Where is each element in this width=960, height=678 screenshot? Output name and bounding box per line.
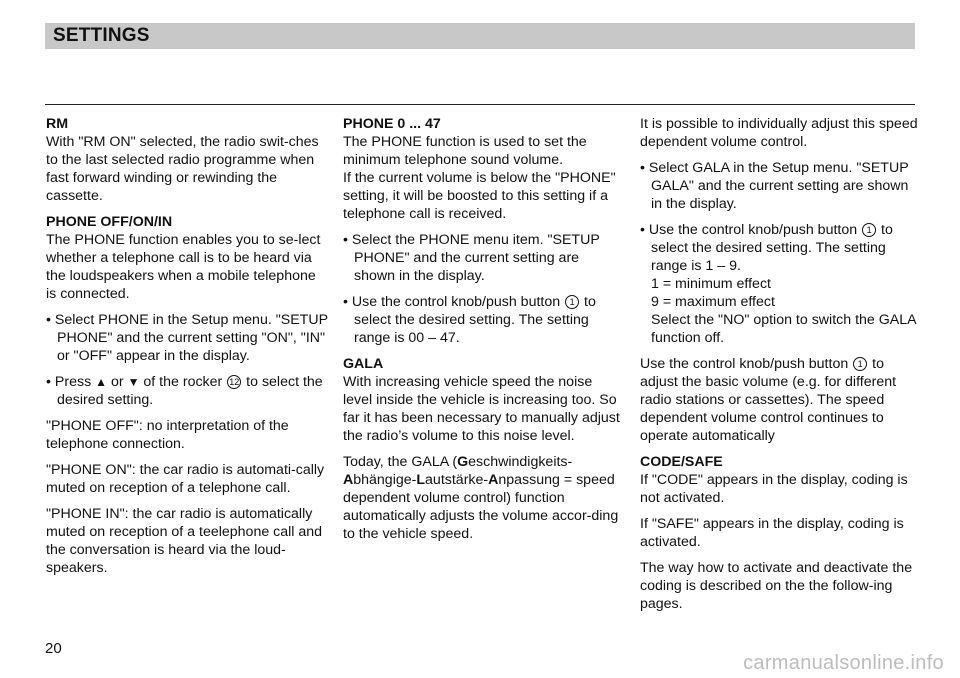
bullet-select-phone-menu: • Select the PHONE menu item. "SETUP PHONE" and the current setting are shown in the display. — [343, 232, 600, 284]
bullet-control-knob-phone — [343, 293, 623, 347]
column-right — [640, 115, 918, 621]
max-effect-text: 9 = maximum effect — [651, 294, 775, 310]
section-header-bar — [45, 23, 915, 49]
today-b: eschwindigkeits- — [468, 454, 573, 470]
watermark: carmanualsonline.info — [743, 652, 944, 674]
today-a: Today, the GALA ( — [343, 454, 458, 470]
bullet-press-text: • Press — [46, 374, 92, 390]
phone-on-text: "PHONE ON": the car radio is automati-cally muted on reception of a telephone call. — [46, 462, 325, 496]
safe-text: If "SAFE" appears in the display, coding is activated. — [640, 516, 904, 550]
today-d: autstärke- — [425, 472, 489, 488]
heading-gala: GALA — [343, 356, 384, 372]
basic-volume-text — [640, 355, 918, 445]
bullet-knob-text: • Use the control knob/push button — [343, 294, 561, 310]
phone-in-text: "PHONE IN": the car radio is automatically muted on reception of a teelephone call and the conversation is heard via the loud-speakers. — [46, 506, 323, 576]
today-a1: A — [343, 472, 354, 488]
column-middle — [343, 115, 623, 551]
today-g: G — [457, 454, 469, 470]
basic-volume-b: to adjust the basic volume (e.g. for different radio stations or cassettes). The speed dependent volume control continues to operate automatically — [640, 356, 897, 444]
heading-phone-off-on-in: PHONE OFF/ON/IN — [46, 214, 173, 230]
bullet-knob-range-text: to select the desired setting. The setting range is 00 – 47. — [354, 294, 596, 346]
circled-number-1-icon: 1 — [862, 223, 876, 237]
bullet-control-knob-gala — [640, 221, 918, 347]
today-l: L — [416, 472, 426, 488]
arrow-up-icon: ▲ — [95, 375, 108, 389]
phone-047-text — [343, 133, 623, 223]
heading-phone-0-47: PHONE 0 ... 47 — [343, 116, 441, 132]
gala-intro-text: It is possible to individually adjust this speed dependent volume control. — [640, 116, 918, 150]
bullet-or-text: or — [110, 374, 124, 390]
page-number: 20 — [45, 640, 62, 657]
gala-today-text — [343, 453, 623, 543]
bullet-select-gala: • Select GALA in the Setup menu. "SETUP GALA" and the current setting are shown in the display. — [640, 160, 909, 212]
heading-rm: RM — [46, 116, 69, 132]
phone-047-line2: If the current volume is below the "PHONE" setting, it will be boosted to this setting if a telephone call is received. — [343, 170, 616, 222]
rm-text: With "RM ON" selected, the radio swit-ches to the last selected radio programme when fast forward winding or rewinding the cassette. — [46, 134, 319, 204]
phone-intro-text: The PHONE function enables you to se-lect whether a telephone call is to be heard via the loudspeakers when a mobile telephone is connected. — [46, 232, 321, 302]
gala-text: With increasing vehicle speed the noise level inside the vehicle is increasing too. So far it has been necessary to manually adjust the radio’s volume to this noise level. — [343, 374, 620, 444]
bullet-select-setting-text: to select the desired setting. — [57, 374, 323, 408]
today-e: npassung = speed dependent volume control) function automatically adjusts the volume accor-ding to the vehicle speed. — [343, 472, 619, 542]
coding-way-text: The way how to activate and deactivate the coding is described on the the follow-ing pages. — [640, 560, 913, 612]
heading-code-safe: CODE/SAFE — [640, 454, 723, 470]
column-left — [46, 115, 328, 585]
circled-number-1-icon: 1 — [853, 357, 867, 371]
circled-number-12-icon: 12 — [229, 377, 240, 387]
no-option-text: Select the "NO" option to switch the GALA function off. — [651, 312, 916, 346]
arrow-down-icon: ▼ — [127, 375, 140, 389]
min-effect-text: 1 = minimum effect — [651, 276, 771, 292]
today-c: bhängige- — [353, 472, 417, 488]
bullet-knob-text: • Use the control knob/push button — [640, 222, 858, 238]
phone-047-line1: The PHONE function is used to set the minimum telephone sound volume. — [343, 134, 587, 168]
circled-number-1-icon: 1 — [565, 295, 579, 309]
bullet-press-rocker — [46, 373, 328, 409]
today-a2: A — [488, 472, 499, 488]
divider-rule — [45, 104, 915, 105]
bullet-knob-range-text: to select the desired setting. The setting range is 1 – 9. — [651, 222, 893, 274]
code-text: If "CODE" appears in the display, coding is not activated. — [640, 472, 908, 506]
section-title: SETTINGS — [53, 25, 150, 46]
bullet-rocker-text: of the rocker — [143, 374, 223, 390]
basic-volume-a: Use the control knob/push button — [640, 356, 849, 372]
bullet-select-phone: • Select PHONE in the Setup menu. "SETUP PHONE" and the current setting "ON", "IN" or "OFF" appear in the display. — [46, 312, 328, 364]
phone-off-text: "PHONE OFF": no interpretation of the telephone connection. — [46, 418, 289, 452]
